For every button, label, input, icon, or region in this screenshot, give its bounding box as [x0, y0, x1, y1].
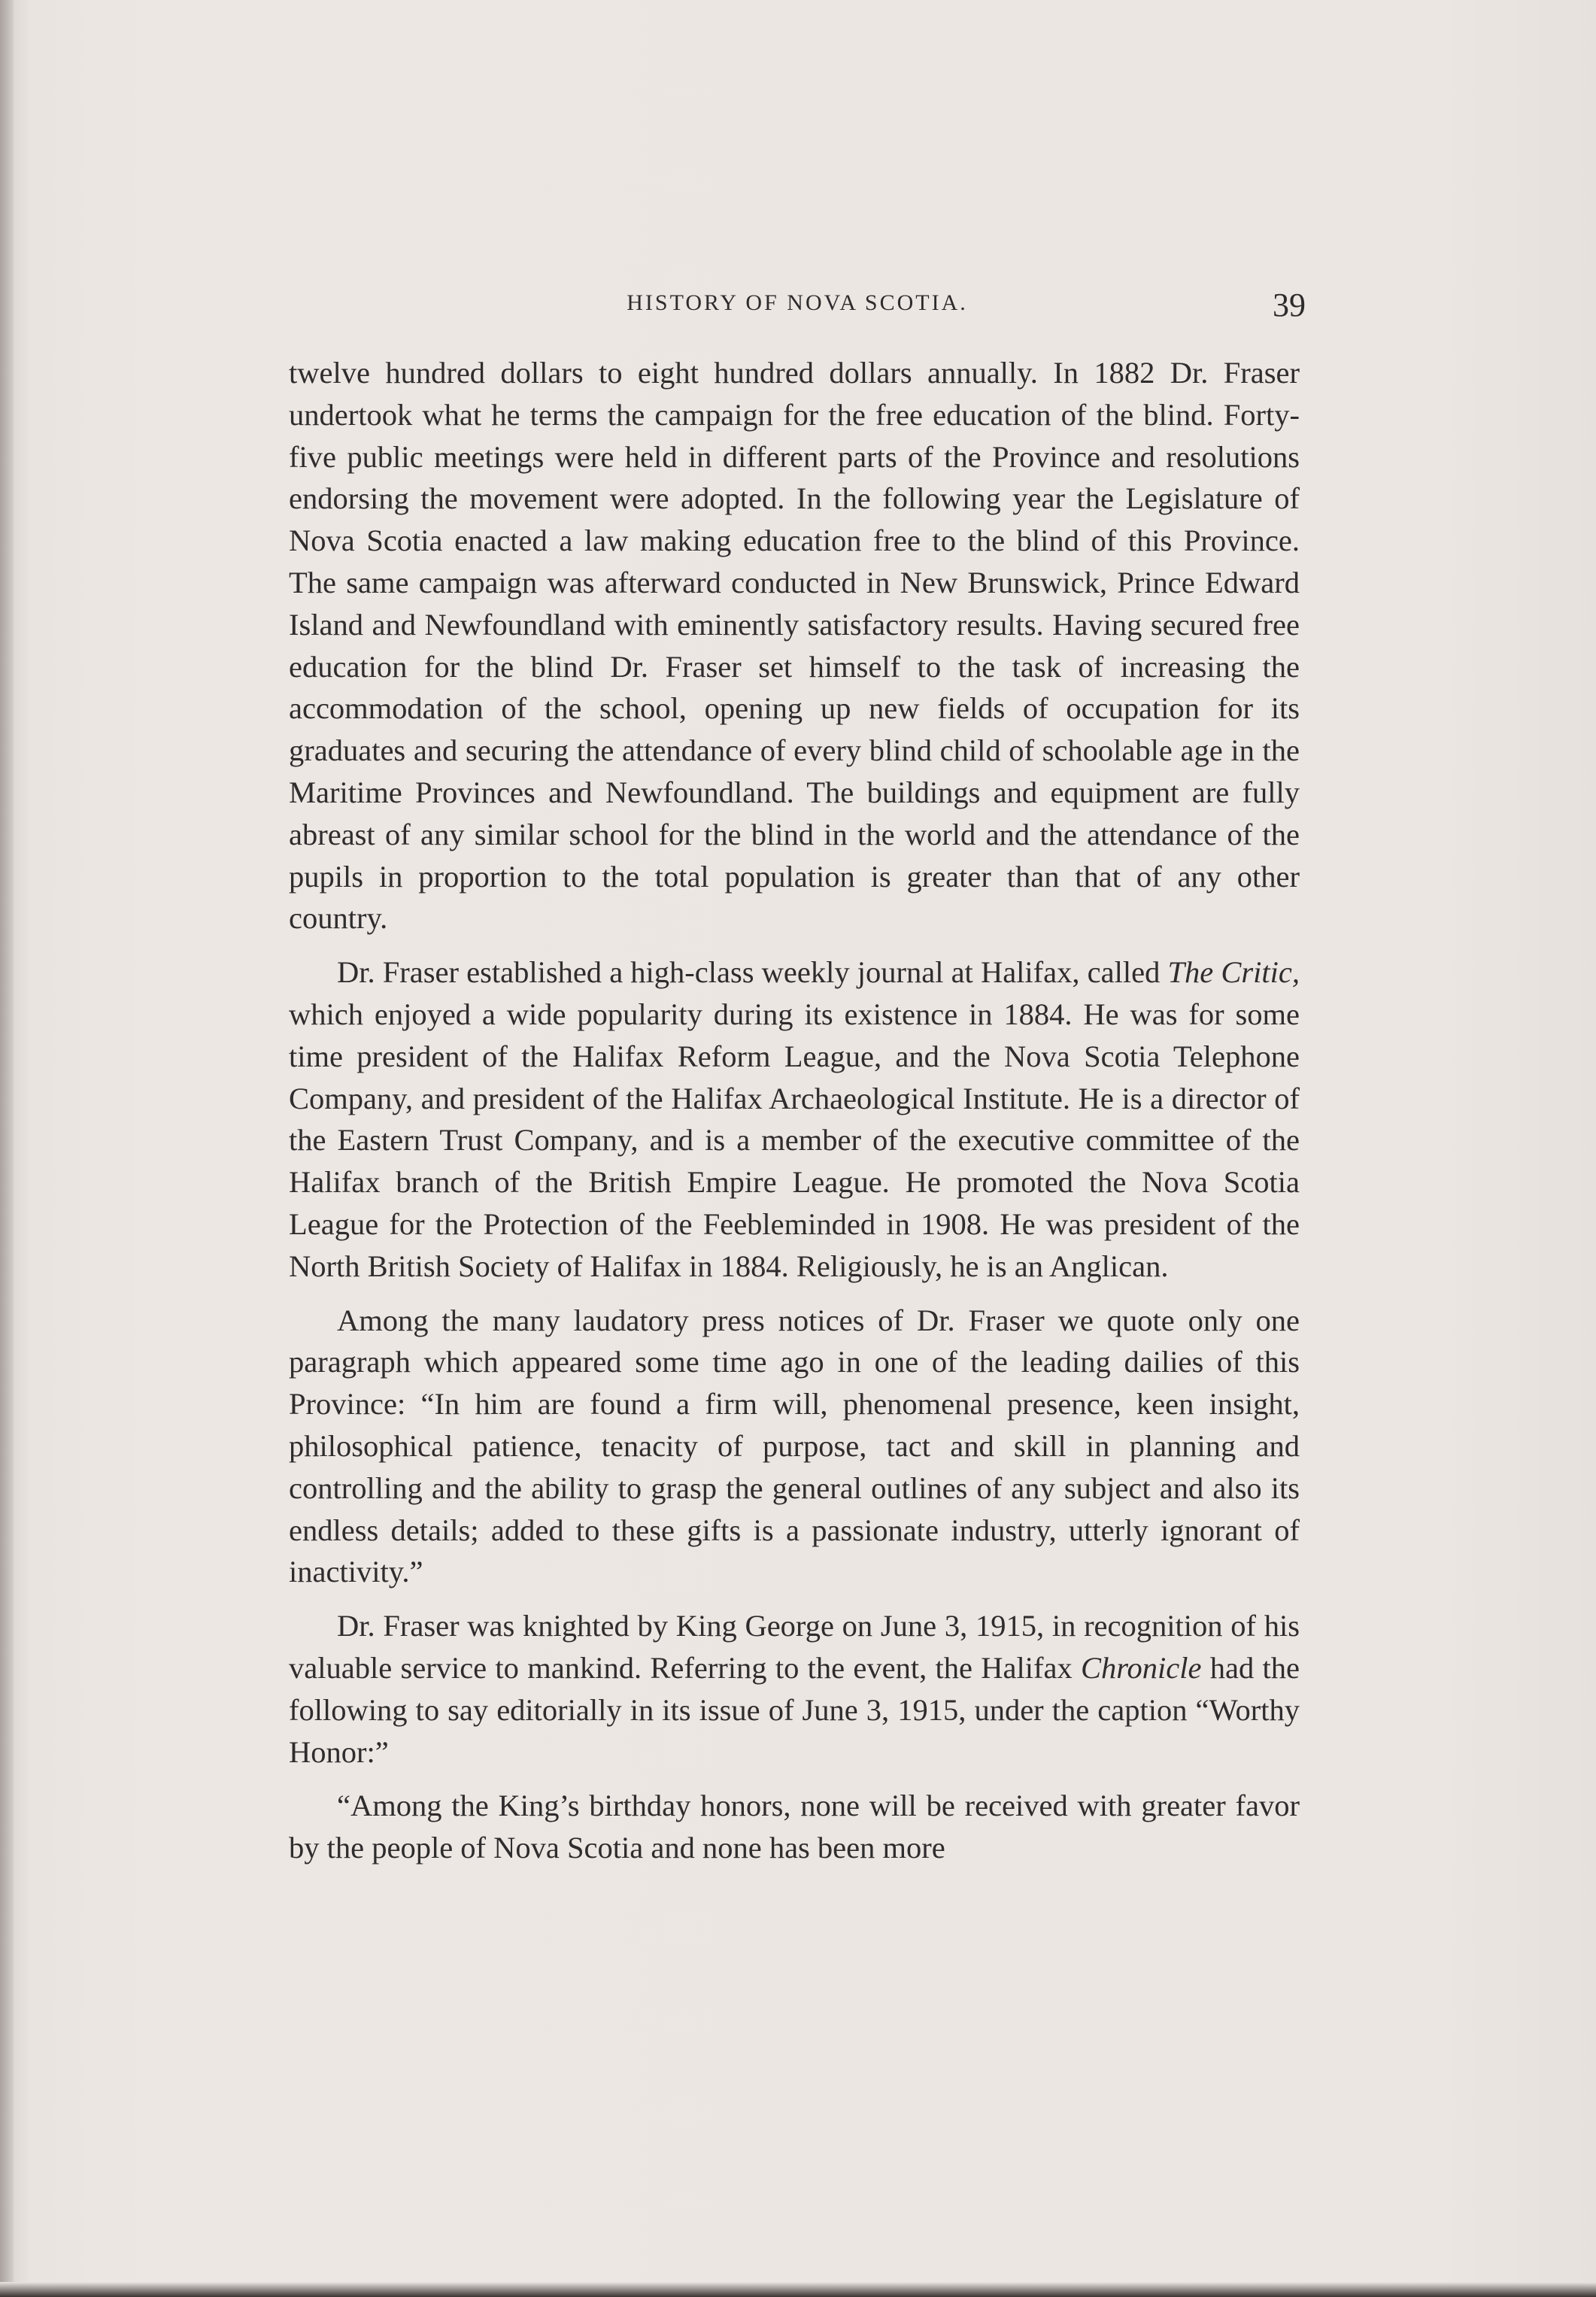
- paragraph-5: “Among the King’s birthday honors, none will be received with greater favor by the people of Nova Scotia and none has been more: [289, 1789, 1300, 1865]
- paragraph-4-text-a: Dr. Fraser was knighted by King George on June 3, 1915, in recognition of his valuable service to mankind. Referring to the event, the Halifax: [289, 1609, 1300, 1685]
- page-gutter-shadow: [0, 0, 14, 2297]
- publication-title-critic: The Critic,: [1167, 955, 1300, 990]
- paragraph-2: [289, 951, 1300, 1287]
- paragraph-1: twelve hundred dollars to eight hundred dollars annually. In 1882 Dr. Fraser undertook what he terms the campaign for the free education of the blind. Forty-five public meetings were held in different parts of the Province and resolutions endorsing the movement were adopted. In the following year the Legislature of Nova Scotia enacted a law making education free to the blind of this Province. The same campaign was afterward conducted in New Brunswick, Prince Edward Island and Newfoundland with eminently satisfactory results. Having secured free education for the blind Dr. Fraser set himself to the task of increasing the accommodation of the school, opening up new fields of occupation for its graduates and securing the attendance of every blind child of schoolable age in the Maritime Provinces and Newfoundland. The buildings and equipment are fully abreast of any similar school for the blind in the world and the attendance of the pupils in proportion to the total population is greater than that of any other country.: [289, 356, 1300, 936]
- body-text: [289, 352, 1300, 1869]
- paragraph-4-text-b: had the following to say editorially in its issue of June 3, 1915, under the caption “Worthy Honor:”: [289, 1650, 1300, 1769]
- paragraph-2-text-b: which enjoyed a wide popularity during its existence in 1884. He was for some time president of the Halifax Reform League, and the Nova Scotia Telephone Company, and president of the Halifax Archaeological Institute. He is a director of the Eastern Trust Company, and is a member of the executive committee of the Halifax branch of the British Empire League. He promoted the Nova Scotia League for the Protection of the Feebleminded in 1908. He was president of the North British Society of Halifax in 1884. Religiously, he is an Anglican.: [289, 997, 1300, 1283]
- paragraph-2-text-a: Dr. Fraser established a high-class weekly journal at Halifax, called: [337, 955, 1168, 990]
- paragraph-3: Among the many laudatory press notices of Dr. Fraser we quote only one paragraph which appeared some time ago in one of the leading dailies of this Province: “In him are found a firm will, phenomenal presence, keen insight, philosophical patience, tenacity of purpose, tact and skill in planning and controlling and the ability to grasp the general outlines of any subject and also its endless details; added to these gifts is a passionate industry, utterly ignorant of inactivity.”: [289, 1303, 1300, 1589]
- publication-title-chronicle: Chronicle: [1080, 1650, 1202, 1685]
- page-bottom-edge: [0, 2282, 1596, 2297]
- running-head: [289, 286, 1306, 331]
- running-title: HISTORY OF NOVA SCOTIA.: [627, 290, 968, 315]
- paragraph-4: [289, 1605, 1300, 1773]
- page-number: 39: [1273, 287, 1306, 323]
